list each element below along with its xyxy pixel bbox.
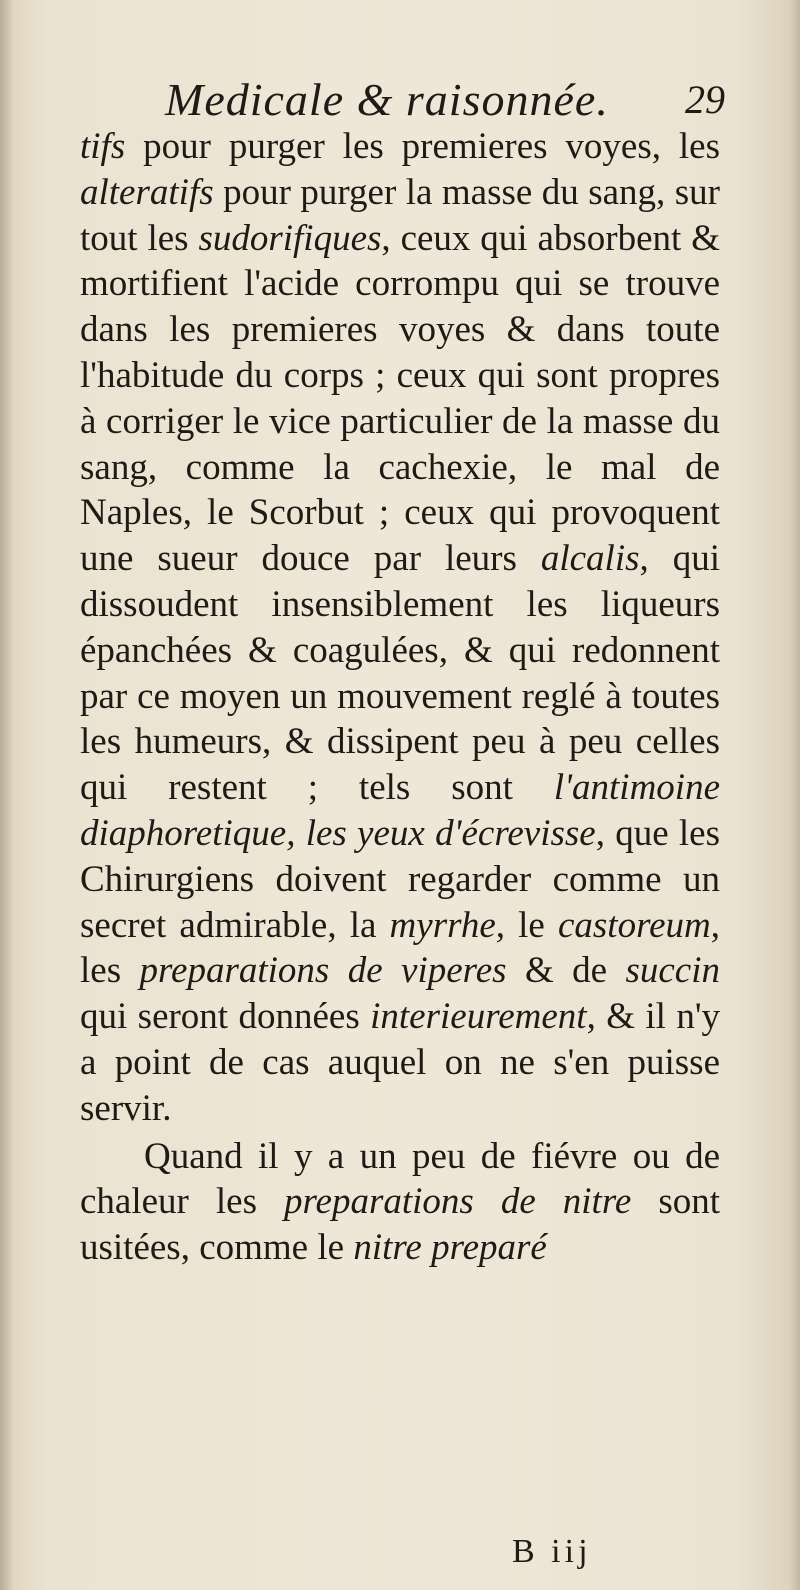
- text-run: , les: [80, 904, 720, 992]
- italic-run: preparations de viperes: [139, 950, 507, 992]
- italic-run: castoreum: [557, 904, 711, 946]
- body-text: [80, 124, 720, 1271]
- italic-run: preparations de nitre: [284, 1181, 632, 1223]
- paragraph-1: [80, 124, 720, 1132]
- text-run: pour purger les premieres voyes, les: [125, 126, 720, 167]
- italic-run: succin: [625, 950, 721, 992]
- text-run: qui seront données: [80, 996, 371, 1038]
- text-run: , le: [495, 904, 558, 946]
- italic-run: nitre preparé: [353, 1227, 547, 1269]
- running-head: Medicale & raisonnée.: [165, 74, 609, 125]
- text-run: & de: [506, 950, 626, 992]
- italic-run: sudorifiques: [198, 217, 382, 259]
- italic-run: myrrhe: [389, 904, 496, 946]
- page-header: [165, 70, 725, 130]
- italic-run: l'antimoine diaphoretique, les yeux d'écrevisse: [80, 767, 720, 854]
- italic-run: tifs: [80, 126, 126, 167]
- text-run: sont usitées, comme le: [80, 1181, 720, 1269]
- page-number: 29: [685, 77, 725, 122]
- text-run: , que les Chirurgiens doivent regarder comme un secret admirable, la: [80, 812, 720, 946]
- text-run: , qui dissoudent insensiblement les liqueurs épanchées & coagulées, & qui redonnent par ce moyen un mouvement reglé à toutes les humeurs, & dissipent peu à peu celles qui restent ; tels sont: [80, 538, 720, 809]
- text-run: , & il n'y a point de cas auquel on ne s'en puisse servir.: [80, 996, 720, 1129]
- italic-run: interieurement: [370, 996, 587, 1038]
- signature-mark: B iij: [512, 1533, 592, 1570]
- page-edge-shadow-right: [790, 0, 800, 1590]
- text-run: Quand il y a un peu de fiévre ou de chaleur les: [80, 1135, 720, 1223]
- text-run: pour purger la masse du sang, sur tout les: [80, 171, 720, 259]
- page-edge-shadow-left: [0, 0, 14, 1590]
- italic-run: alcalis: [540, 538, 640, 580]
- text-run: , ceux qui absorbent & mortifient l'acide corrompu qui se trouve dans les premieres voyes & dans toute l'habitude du corps ; ceux qui sont propres à corriger le vice particulier de la masse du sang, comme la cachexie, le mal de Naples, le Scorbut ; ceux qui provoquent une sueur douce par leurs: [80, 217, 720, 580]
- paragraph-2: [80, 1134, 720, 1271]
- italic-run: alteratifs: [80, 171, 214, 213]
